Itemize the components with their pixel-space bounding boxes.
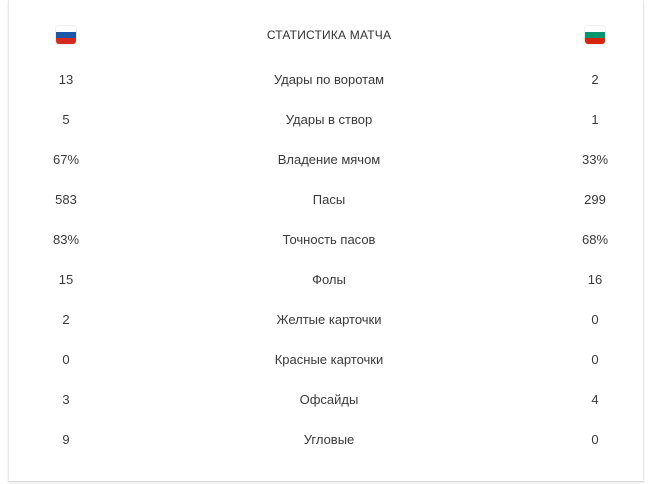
away-stat-value: 299: [584, 191, 606, 207]
stat-row-passes: [9, 179, 645, 219]
away-stat-value: 68%: [581, 231, 609, 247]
stats-header-row: [9, 15, 645, 55]
stat-label: Удары в створ: [285, 111, 373, 127]
page-title: СТАТИСТИКА МАТЧА: [266, 28, 392, 42]
stat-label: Красные карточки: [274, 351, 384, 367]
away-stat-value: 2: [591, 71, 599, 87]
away-stat-value: 4: [591, 391, 599, 407]
away-stat-value: 33%: [581, 151, 609, 167]
away-stat-value: 1: [591, 111, 599, 127]
away-stat-value: 0: [591, 431, 599, 447]
home-stat-value: 13: [58, 71, 74, 87]
stat-label: Офсайды: [299, 391, 359, 407]
home-stat-value: 5: [62, 111, 70, 127]
stat-label: Угловые: [303, 431, 355, 447]
bulgaria-flag-icon: [585, 26, 605, 44]
stat-row-red-cards: [9, 339, 645, 379]
stat-label: Пасы: [312, 191, 346, 207]
stat-row-possession: [9, 139, 645, 179]
stat-label: Владение мячом: [277, 151, 381, 167]
home-stat-value: 3: [62, 391, 70, 407]
stat-row-yellow-cards: [9, 299, 645, 339]
home-stat-value: 2: [62, 311, 70, 327]
russia-flag-icon: [56, 26, 76, 44]
stat-label: Точность пасов: [282, 231, 376, 247]
away-stat-value: 0: [591, 351, 599, 367]
stat-label: Удары по воротам: [273, 71, 385, 87]
away-team-flag: [565, 26, 625, 44]
home-stat-value: 0: [62, 351, 70, 367]
stat-label: Желтые карточки: [276, 311, 382, 327]
stat-row-corners: [9, 419, 645, 459]
stat-row-offsides: [9, 379, 645, 419]
stat-row-shots: [9, 59, 645, 99]
home-stat-value: 67%: [52, 151, 80, 167]
stat-row-pass-accuracy: [9, 219, 645, 259]
home-stat-value: 83%: [52, 231, 80, 247]
stat-label: Фолы: [312, 271, 346, 287]
home-stat-value: 583: [55, 191, 77, 207]
home-stat-value: 9: [62, 431, 70, 447]
stat-row-shots-on-target: [9, 99, 645, 139]
away-stat-value: 0: [591, 311, 599, 327]
home-team-flag: [36, 26, 96, 44]
home-stat-value: 15: [58, 271, 74, 287]
away-stat-value: 16: [587, 271, 603, 287]
match-stats-card: [8, 0, 644, 482]
stat-row-fouls: [9, 259, 645, 299]
